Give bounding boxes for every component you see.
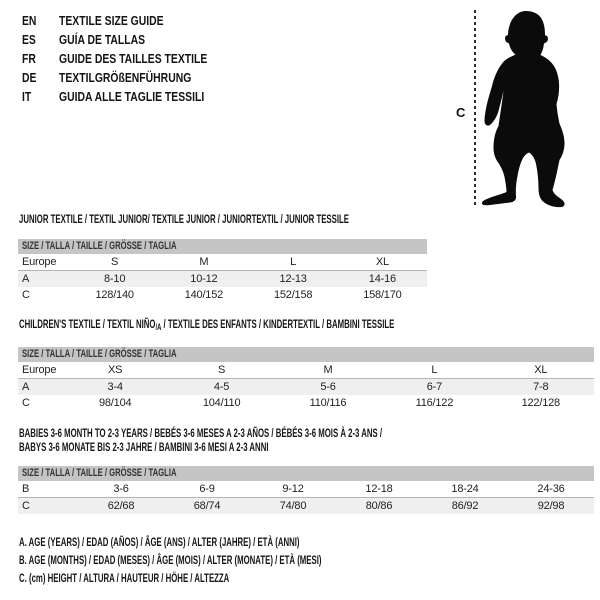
size-cell: 92/98 [508, 498, 594, 515]
size-cell: 122/128 [521, 397, 560, 409]
junior-table-title: JUNIOR TEXTILE / TEXTIL JUNIOR/ TEXTILE JUNIOR / JUNIORTEXTIL / JUNIOR TESSILE [19, 212, 349, 226]
language-title: GUIDA ALLE TAGLIE TESSILI [59, 89, 205, 104]
junior-size-table [18, 254, 427, 303]
babies-size-table [18, 481, 594, 514]
row-label-cell: C [18, 498, 78, 515]
language-code: FR [22, 51, 36, 66]
babies-size-header-bar: SIZE / TALLA / TAILLE / GRÖSSE / TAGLIA [18, 466, 594, 481]
toddler-silhouette-icon [478, 0, 600, 215]
size-cell: 152/158 [273, 289, 313, 301]
size-cell: XS [62, 362, 168, 379]
junior-size-header-bar: SIZE / TALLA / TAILLE / GRÖSSE / TAGLIA [18, 239, 427, 254]
footnote-a: A. AGE (YEARS) / EDAD (AÑOS) / ÂGE (ANS) / ALTER (JAHRE) / ETÀ (ANNI) [19, 535, 300, 549]
size-cell: 86/92 [422, 498, 508, 515]
size-cell: 14-16 [338, 271, 427, 288]
size-cell: 6-9 [164, 481, 250, 498]
language-row [22, 49, 244, 68]
size-cell: XL [488, 362, 594, 379]
size-cell: 7-8 [488, 379, 594, 396]
language-title-list [22, 11, 244, 106]
size-cell: 9-12 [250, 481, 336, 498]
table-row [18, 254, 427, 271]
language-code: EN [22, 13, 37, 28]
size-cell: 98/104 [98, 397, 132, 409]
table-row [18, 287, 427, 303]
language-code: DE [22, 70, 37, 85]
language-row [22, 68, 244, 87]
size-cell: 24-36 [508, 481, 594, 498]
row-label-cell: C [22, 397, 30, 409]
language-code: IT [22, 89, 32, 104]
table-row [18, 379, 594, 396]
babies-table-title: BABIES 3-6 MONTH TO 2-3 YEARS / BEBÉS 3-6 MESES A 2-3 AÑOS / BÉBÉS 3-6 MOIS À 2-3 ANS / BABYS 3-6 MONATE BIS 2-3 JAHRE / BAMBINI 3-6 MESI A 2-3 ANNI [19, 426, 383, 454]
height-measure-label: C [456, 105, 466, 120]
language-title: TEXTILE SIZE GUIDE [59, 13, 164, 28]
table-row [18, 498, 594, 515]
children-table-title: CHILDREN'S TEXTILE / TEXTIL NIÑO/A / TEXTILE DES ENFANTS / KINDERTEXTIL / BAMBINI TESSILE [19, 317, 395, 332]
footnotes [19, 533, 484, 587]
row-label-cell: C [22, 289, 30, 301]
row-label-cell: Europe [18, 254, 70, 271]
size-cell: 62/68 [78, 498, 164, 515]
table-row [18, 395, 594, 411]
size-cell: XL [338, 254, 427, 271]
size-cell: 4-5 [168, 379, 274, 396]
title-subscript: /A [155, 322, 162, 332]
language-title: GUIDE DES TAILLES TEXTILE [59, 51, 208, 66]
height-dotted-line [474, 10, 476, 208]
size-cell: 116/122 [415, 397, 454, 409]
size-cell: 6-7 [381, 379, 487, 396]
size-cell: 10-12 [159, 271, 248, 288]
size-cell: S [70, 254, 159, 271]
size-cell: 110/116 [309, 397, 347, 409]
footnote-c: C. (cm) HEIGHT / ALTURA / HAUTEUR / HÖHE / ALTEZZA [19, 571, 230, 585]
size-cell: 18-24 [422, 481, 508, 498]
size-cell: 3-6 [78, 481, 164, 498]
size-cell: 8-10 [70, 271, 159, 288]
children-size-table [18, 362, 594, 411]
size-cell: M [275, 362, 381, 379]
size-cell: 12-18 [336, 481, 422, 498]
table-row [18, 481, 594, 498]
language-row [22, 87, 244, 106]
language-row [22, 30, 244, 49]
language-title: TEXTILGRÖßENFÜHRUNG [59, 70, 192, 85]
size-cell: 80/86 [336, 498, 422, 515]
language-row [22, 11, 244, 30]
size-cell: 5-6 [275, 379, 381, 396]
row-label-cell: Europe [18, 362, 62, 379]
table-row [18, 271, 427, 288]
language-code: ES [22, 32, 36, 47]
footnote-b: B. AGE (MONTHS) / EDAD (MESES) / ÂGE (MOIS) / ALTER (MONATE) / ETÀ (MESI) [19, 553, 322, 567]
size-cell: S [168, 362, 274, 379]
size-cell: 104/110 [202, 397, 241, 409]
size-cell: 128/140 [95, 289, 134, 301]
size-cell: M [159, 254, 248, 271]
size-cell: 68/74 [164, 498, 250, 515]
children-size-header-bar: SIZE / TALLA / TAILLE / GRÖSSE / TAGLIA [18, 347, 594, 362]
size-cell: 3-4 [62, 379, 168, 396]
size-cell: 12-13 [249, 271, 338, 288]
row-label-cell: B [18, 481, 78, 498]
row-label-cell: A [18, 271, 70, 288]
row-label-cell: A [18, 379, 62, 396]
size-cell: 140/152 [184, 289, 224, 301]
size-cell: L [249, 254, 338, 271]
size-cell: 74/80 [250, 498, 336, 515]
size-cell: 158/170 [363, 289, 402, 301]
language-title: GUÍA DE TALLAS [59, 32, 146, 47]
table-row [18, 362, 594, 379]
size-cell: L [381, 362, 487, 379]
